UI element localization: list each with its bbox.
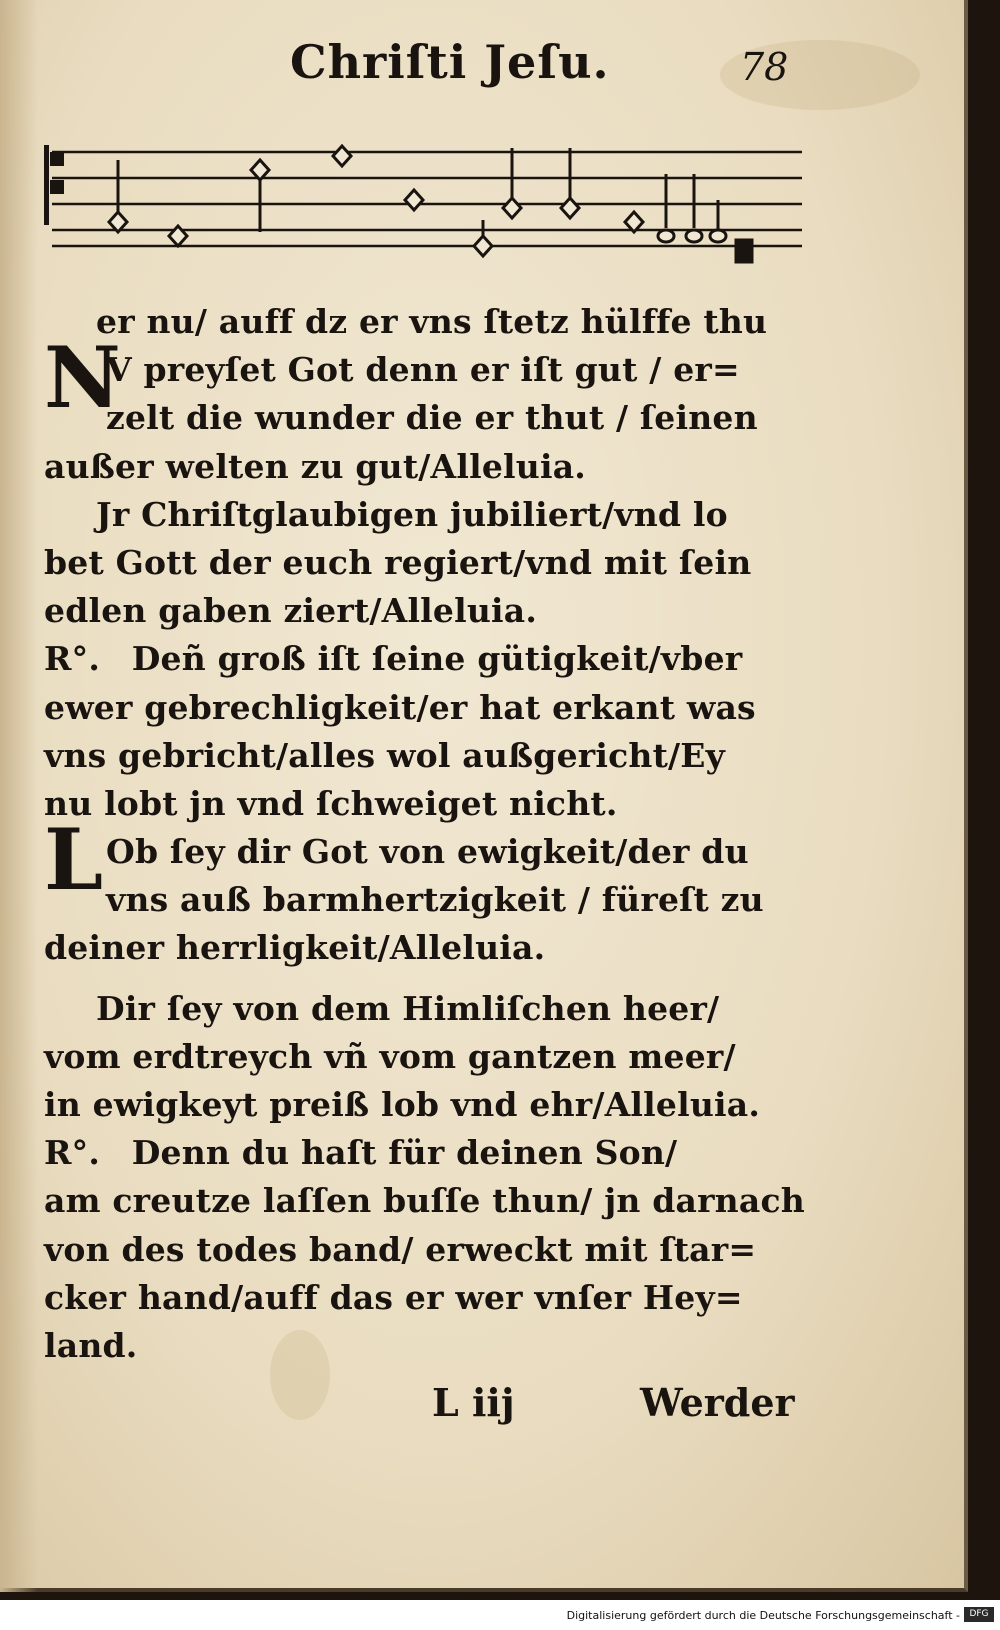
text-line: Ob ſey dir Got von ewigkeit/der du bbox=[106, 832, 749, 872]
signature-mark: L iij bbox=[432, 1380, 515, 1425]
text-line: Denn du haſt für deinen Son/ bbox=[131, 1133, 678, 1173]
note-3 bbox=[251, 160, 269, 232]
text-line: V preyſet Got denn er iſt gut / er= bbox=[106, 350, 740, 390]
text-line: bet Gott der euch regiert/vnd mit ſein bbox=[44, 542, 752, 582]
text-line: Dir ſey von dem Himliſchen heer/ bbox=[96, 988, 720, 1028]
text-line: land. bbox=[44, 1325, 138, 1365]
note-6 bbox=[474, 220, 492, 256]
response-line bbox=[44, 635, 814, 683]
response-line bbox=[44, 1129, 814, 1177]
drop-cap-initial: N bbox=[44, 328, 121, 428]
text-line: ewer gebrechligkeit/er hat erkant was bbox=[44, 687, 756, 727]
dfg-logo: DFG bbox=[964, 1607, 994, 1622]
text-line: von des todes band/ erweckt mit ſtar= bbox=[44, 1229, 757, 1269]
running-title: Chriſti Jeſu. bbox=[290, 35, 610, 89]
page-gutter-shadow bbox=[0, 0, 38, 1592]
text-line: zelt die wunder die er thut / ſeinen bbox=[106, 398, 758, 438]
note-13 bbox=[736, 240, 752, 262]
text-line: vom erdtreych vñ vom gantzen meer/ bbox=[44, 1036, 736, 1076]
hymn-text bbox=[44, 298, 814, 1370]
text-line: deiner herrligkeit/Alleluia. bbox=[44, 928, 546, 968]
response-mark: R°. bbox=[44, 639, 101, 679]
credit-bar bbox=[0, 1600, 1000, 1630]
text-line: außer welten zu gut/Alleluia. bbox=[44, 446, 586, 486]
note-4 bbox=[333, 146, 351, 166]
text-line: er nu/ auff dz er vns ſtetz hülffe thu bbox=[96, 302, 768, 341]
text-line: Jr Chriſtglaubigen jubiliert/vnd lo bbox=[96, 494, 728, 534]
text-line: cker hand/auff das er wer vnſer Hey= bbox=[44, 1277, 743, 1317]
page-number: 78 bbox=[740, 45, 789, 89]
note-11 bbox=[686, 174, 702, 242]
text-line: nu lobt jn vnd ſchweiget nicht. bbox=[44, 783, 618, 823]
text-line: vns gebricht/alles wol außgericht/Ey bbox=[44, 735, 725, 775]
catchword: Werder bbox=[640, 1380, 795, 1425]
text-line: am creutze laſſen buſſe thun/ jn darnach bbox=[44, 1181, 805, 1221]
text-line: edlen gaben ziert/Alleluia. bbox=[44, 591, 538, 631]
note-7 bbox=[503, 148, 521, 218]
music-staff bbox=[42, 140, 802, 280]
c-clef-icon bbox=[44, 145, 64, 225]
note-8 bbox=[561, 148, 579, 218]
text-line: in ewigkeyt preiß lob vnd ehr/Alleluia. bbox=[44, 1085, 761, 1124]
text-line: vns auß barmhertzigkeit / füreſt zu bbox=[106, 880, 764, 920]
note-1 bbox=[109, 160, 127, 232]
text-line: Deñ groß iſt ſeine gütigkeit/vber bbox=[131, 639, 743, 679]
response-mark: R°. bbox=[44, 1133, 101, 1173]
drop-cap-initial: L bbox=[44, 810, 104, 910]
note-10 bbox=[658, 174, 674, 242]
note-5 bbox=[405, 190, 423, 210]
note-12 bbox=[710, 200, 726, 242]
funding-credit: Digitalisierung gefördert durch die Deutsche Forschungsgemeinschaft - bbox=[566, 1609, 960, 1622]
